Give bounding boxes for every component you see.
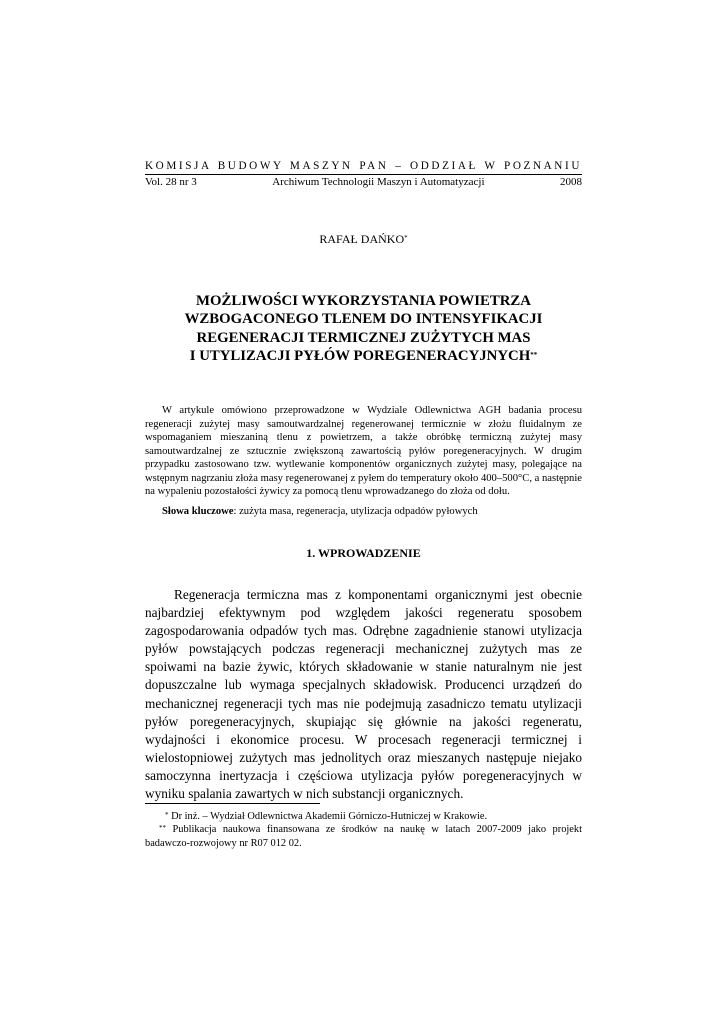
title-line-3: REGENERACJI TERMICZNEJ ZUŻYTYCH MAS xyxy=(196,329,531,346)
keywords-label: Słowa kluczowe xyxy=(162,506,234,517)
keywords xyxy=(162,505,582,518)
title-line-4-wrap xyxy=(145,347,582,365)
journal-info-row xyxy=(145,174,582,191)
journal-name: Archiwum Technologii Maszyn i Automatyzacji xyxy=(272,176,485,188)
paper-title xyxy=(145,292,582,365)
publication-year: 2008 xyxy=(559,176,582,188)
commission-line: KOMISJA BUDOWY MASZYN PAN – ODDZIAŁ W POZNANIU xyxy=(145,160,582,172)
footnote-2-text: Publikacja naukowa finansowana ze środków na naukę w latach 2007-2009 jako projekt badawczo-rozwojowy nr R07 012 02. xyxy=(145,824,582,849)
running-head xyxy=(145,160,582,191)
footnote-1-text: Dr inż. – Wydział Odlewnictwa Akademii Górniczo-Hutniczej w Krakowie. xyxy=(168,811,488,822)
footnote-1-marker: * xyxy=(165,811,169,819)
title-line-2: WZBOGACONEGO TLENEM DO INTENSYFIKACJI xyxy=(184,311,543,328)
footnote-funding xyxy=(145,823,582,850)
body-paragraph: Regeneracja termiczna mas z komponentami organicznymi jest obecnie najbardziej efektywnym pod względem jakości regeneratu sposobem zagospodarowania odpadów tych mas. Odrębne zagadnienie stanowi utylizacja pyłów powstających podczas regeneracji mechanicznej zużytych mas ze spoiwami na bazie żywic, których składowanie w stanie naturalnym nie jest dopuszczalne lub wymaga specjalnych składowisk. Producenci urządzeń do mechanicznej regeneracji tych mas nie podejmują zasadniczo tematu utylizacji pyłów poregeneracyjnych, skupiając się głównie na jakości regeneratu, wydajności i ekonomice procesu. W procesach regeneracji termicznej i wielostopniowej zużytych mas jednolitych oraz mieszanych następuje niejako samoczynna inertyzacja i częściowa utylizacja pyłów poregeneracyjnych w wyniku spalania zawartych w nich substancji organicznych. xyxy=(145,587,582,802)
section-heading: 1. WPROWADZENIE xyxy=(306,546,421,560)
title-footnote-marker: ** xyxy=(530,350,538,359)
title-line-1: MOŻLIWOŚCI WYKORZYSTANIA POWIETRZA xyxy=(196,293,531,309)
author-name: RAFAŁ DAŃKO xyxy=(319,232,405,246)
keywords-text: : zużyta masa, regeneracja, utylizacja odpadów pyłowych xyxy=(233,506,478,517)
footnote-rule xyxy=(145,803,320,804)
title-line-4: I UTYLIZACJI PYŁÓW POREGENERACYJNYCH xyxy=(189,347,531,364)
paper-page xyxy=(145,0,582,1024)
footnotes xyxy=(145,810,582,850)
author-footnote-marker: * xyxy=(404,234,408,242)
volume-number: Vol. 28 nr 3 xyxy=(145,176,197,188)
footnote-author xyxy=(145,810,582,823)
footnote-2-marker: ** xyxy=(159,824,166,833)
author-line xyxy=(145,232,582,246)
abstract: W artykule omówiono przeprowadzone w Wydziale Odlewnictwa AGH badania procesu regeneracji zużytej masy samoutwardzalnej regenerowanej termicznie w złożu fluidalnym ze wspomaganiem mieszaniną tlenu z powietrzem, a także obróbkę termiczną zużytej masy samoutwardzalnej ze sztucznie zwiększoną zawartością pyłów poregeneracyjnych. W drugim przypadku zastosowano tzw. wytlewanie komponentów organicznych zużytej masy, polegające na wstępnym nagrzaniu złoża masy regenerowanej z pyłem do temperatury około 400–500°C, a następnie na wypaleniu pozostałości żywicy za pomocą tlenu wprowadzanego do złoża od dołu. xyxy=(145,405,582,497)
